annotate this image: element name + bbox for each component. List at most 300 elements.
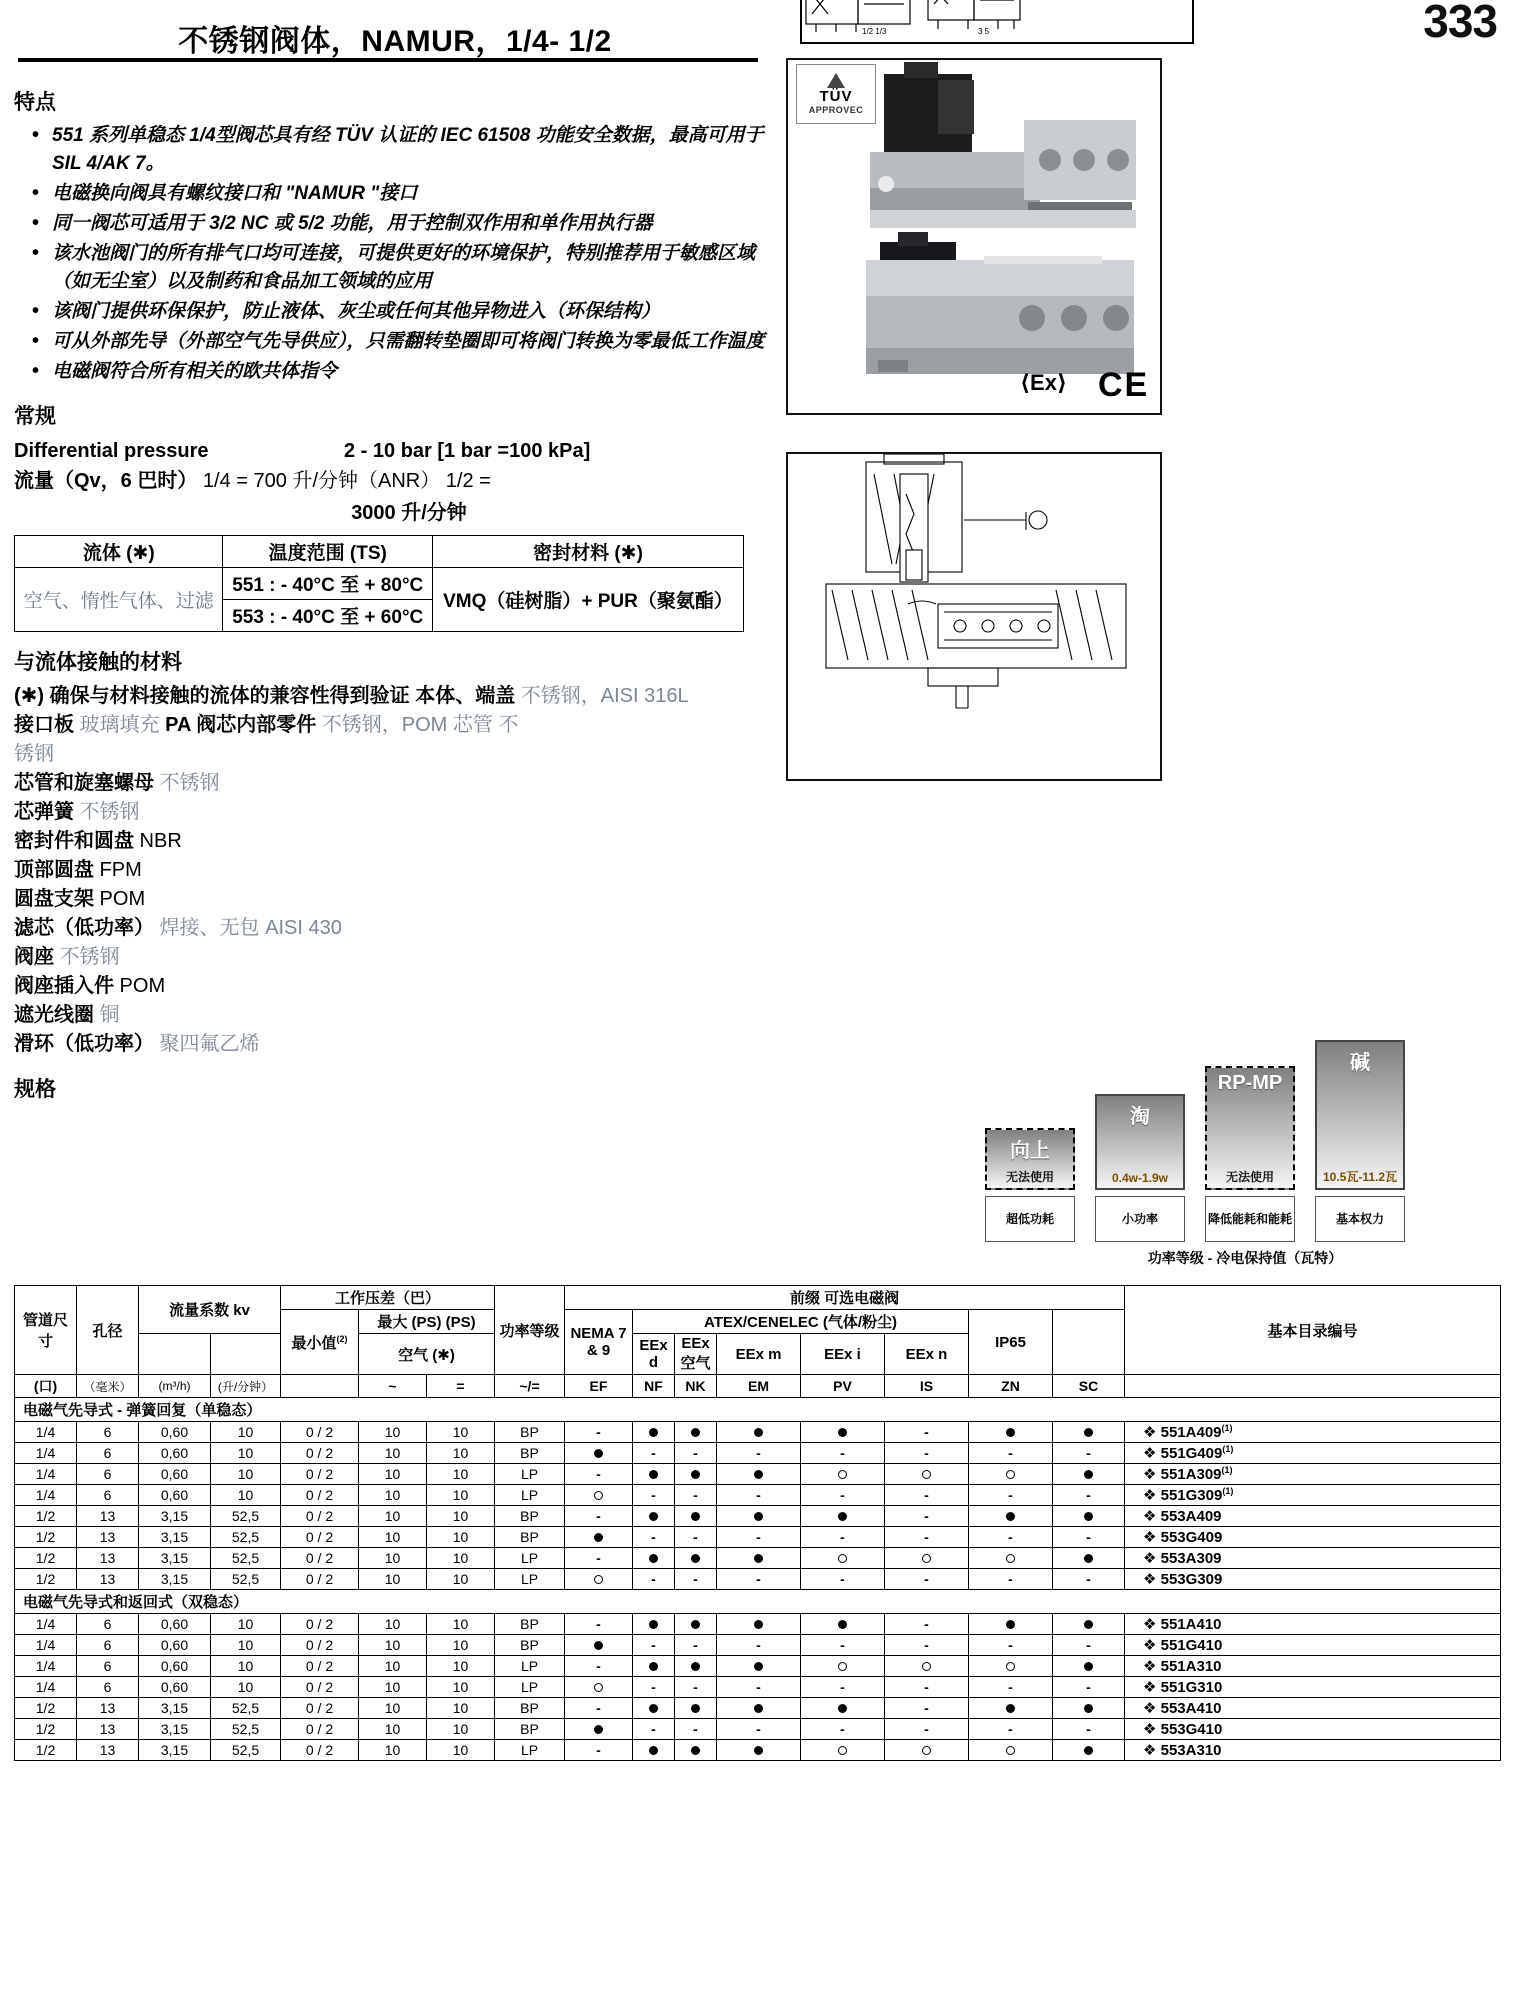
- filled-dot-icon: [754, 1662, 763, 1671]
- dash-mark: -: [693, 1487, 698, 1503]
- feature-item: • 该阀门提供环保保护，防止液体、灰尘或任何其他异物进入（环保结构）: [28, 298, 774, 326]
- dash-mark: -: [924, 1571, 929, 1587]
- unit-is: IS: [885, 1375, 969, 1398]
- material-line: [14, 827, 774, 856]
- filled-dot-icon: [754, 1620, 763, 1629]
- material-line: [14, 914, 774, 943]
- power-class-bar: [1315, 1040, 1405, 1190]
- unit-power-class: ~/=: [495, 1375, 565, 1398]
- cell-zn: [969, 1422, 1053, 1443]
- dash-mark: -: [651, 1445, 656, 1461]
- table-row: [15, 1677, 1501, 1698]
- cell-is: [885, 1635, 969, 1656]
- cell-ef: [565, 1677, 633, 1698]
- material-line: [14, 798, 774, 827]
- open-dot-icon: [922, 1470, 931, 1479]
- col-eex-m: EEx m: [717, 1334, 801, 1375]
- catalog-superscript: (1): [1221, 1423, 1233, 1433]
- open-dot-icon: [1006, 1554, 1015, 1563]
- filled-dot-icon: [1006, 1428, 1015, 1437]
- power-class-caption: 基本权力: [1315, 1196, 1405, 1242]
- col-pipe-size: 管道尺寸: [15, 1286, 77, 1375]
- filled-dot-icon: [754, 1746, 763, 1755]
- filled-dot-icon: [1084, 1554, 1093, 1563]
- dash-mark: -: [651, 1637, 656, 1653]
- cell-max-dc: 10: [427, 1677, 495, 1698]
- cell-kv-lpm: 52,5: [211, 1506, 281, 1527]
- dash-mark: -: [756, 1487, 761, 1503]
- table-units-row: [15, 1375, 1501, 1398]
- material-value: FPM: [94, 859, 142, 881]
- col-seal: 密封材料 (✱): [433, 536, 744, 568]
- cell-nk: [675, 1740, 717, 1761]
- cell-sc: [1053, 1443, 1125, 1464]
- cell-pipe-size: 1/4: [15, 1614, 77, 1635]
- cell-nf: [633, 1656, 675, 1677]
- cell-sc: [1053, 1527, 1125, 1548]
- cell-is: [885, 1527, 969, 1548]
- filled-dot-icon: [649, 1428, 658, 1437]
- dash-mark: -: [1008, 1571, 1013, 1587]
- material-line: [14, 682, 774, 711]
- open-dot-icon: [838, 1746, 847, 1755]
- cell-kv-lpm: 10: [211, 1422, 281, 1443]
- cell-em: [717, 1443, 801, 1464]
- cell-orifice: 13: [77, 1719, 139, 1740]
- filled-dot-icon: [649, 1704, 658, 1713]
- unit-sc: SC: [1053, 1375, 1125, 1398]
- dash-mark: -: [1086, 1529, 1091, 1545]
- cell-min-pressure: 0 / 2: [281, 1548, 359, 1569]
- dash-mark: -: [924, 1616, 929, 1632]
- dash-mark: -: [1008, 1487, 1013, 1503]
- cell-ef: [565, 1527, 633, 1548]
- cell-power-class: BP: [495, 1443, 565, 1464]
- cell-nk: [675, 1422, 717, 1443]
- cell-max-dc: 10: [427, 1698, 495, 1719]
- cell-sc: [1053, 1422, 1125, 1443]
- cell-min-pressure: 0 / 2: [281, 1443, 359, 1464]
- cell-zn: [969, 1485, 1053, 1506]
- cell-catalog-number: ❖ 553A410: [1125, 1698, 1501, 1719]
- cell-pv: [801, 1719, 885, 1740]
- cell-max-dc: 10: [427, 1719, 495, 1740]
- cell-nf: [633, 1719, 675, 1740]
- cell-catalog-number: ❖ 551G410: [1125, 1635, 1501, 1656]
- cell-zn: [969, 1527, 1053, 1548]
- cell-orifice: 6: [77, 1464, 139, 1485]
- filled-dot-icon: [649, 1746, 658, 1755]
- dash-mark: -: [924, 1424, 929, 1440]
- cell-em: [717, 1569, 801, 1590]
- dash-mark: -: [756, 1571, 761, 1587]
- material-line: [14, 769, 774, 798]
- material-label: 阀座插入件: [14, 975, 114, 997]
- col-prefix-group: 前缀 可选电磁阀: [565, 1286, 1125, 1310]
- table-row: [15, 1485, 1501, 1506]
- cell-nf: [633, 1422, 675, 1443]
- cell-is: [885, 1656, 969, 1677]
- table-row: [15, 1443, 1501, 1464]
- cell-pipe-size: 1/4: [15, 1485, 77, 1506]
- cell-sc: [1053, 1614, 1125, 1635]
- cell-is: [885, 1719, 969, 1740]
- cell-min-pressure: 0 / 2: [281, 1677, 359, 1698]
- dash-mark: -: [596, 1466, 601, 1482]
- table-header-row: [15, 536, 744, 568]
- cell-orifice: 6: [77, 1614, 139, 1635]
- cell-pv: [801, 1506, 885, 1527]
- cell-sc: [1053, 1569, 1125, 1590]
- cell-ef: [565, 1656, 633, 1677]
- page-number: 333: [1423, 0, 1497, 47]
- filled-dot-icon: [1084, 1704, 1093, 1713]
- cell-pipe-size: 1/2: [15, 1719, 77, 1740]
- cell-ef: [565, 1506, 633, 1527]
- cell-power-class: LP: [495, 1548, 565, 1569]
- material-value: 铜: [94, 1004, 120, 1026]
- col-eex-air: EEx 空气: [675, 1334, 717, 1375]
- cell-catalog-number: ❖ 553A309: [1125, 1548, 1501, 1569]
- cell-max-dc: 10: [427, 1527, 495, 1548]
- cell-max-ac: 10: [359, 1506, 427, 1527]
- dash-mark: -: [1086, 1445, 1091, 1461]
- table-row: [15, 1740, 1501, 1761]
- cell-max-ac: 10: [359, 1656, 427, 1677]
- cell-orifice: 6: [77, 1443, 139, 1464]
- cell-nk: [675, 1614, 717, 1635]
- cell-nf: [633, 1527, 675, 1548]
- cell-min-pressure: 0 / 2: [281, 1527, 359, 1548]
- cell-sc: [1053, 1698, 1125, 1719]
- cell-is: [885, 1506, 969, 1527]
- cell-em: [717, 1677, 801, 1698]
- cell-min-pressure: 0 / 2: [281, 1569, 359, 1590]
- col-kv: 流量系数 kv: [139, 1286, 281, 1334]
- col-temperature: 温度范围 (TS): [223, 536, 433, 568]
- cell-nf: [633, 1548, 675, 1569]
- min-label: 最小值: [291, 1334, 337, 1352]
- cell-pipe-size: 1/4: [15, 1635, 77, 1656]
- unit-orifice: （毫米）: [77, 1375, 139, 1398]
- cell-power-class: BP: [495, 1422, 565, 1443]
- open-dot-icon: [1006, 1470, 1015, 1479]
- cell-kv-lpm: 10: [211, 1677, 281, 1698]
- table-group-header: [15, 1398, 1501, 1422]
- cell-kv-m3h: 3,15: [139, 1548, 211, 1569]
- cell-pipe-size: 1/2: [15, 1740, 77, 1761]
- power-class-mid-label: 无法使用: [1225, 1170, 1274, 1184]
- dash-mark: -: [924, 1721, 929, 1737]
- dash-mark: -: [840, 1637, 845, 1653]
- cell-max-dc: 10: [427, 1485, 495, 1506]
- power-class-bar: [985, 1128, 1075, 1190]
- dash-mark: -: [1086, 1637, 1091, 1653]
- filled-dot-icon: [649, 1512, 658, 1521]
- dash-mark: -: [756, 1445, 761, 1461]
- cell-pipe-size: 1/4: [15, 1443, 77, 1464]
- cell-kv-m3h: 0,60: [139, 1656, 211, 1677]
- cell-pipe-size: 1/4: [15, 1422, 77, 1443]
- cell-max-dc: 10: [427, 1740, 495, 1761]
- cell-pipe-size: 1/4: [15, 1677, 77, 1698]
- cell-is: [885, 1614, 969, 1635]
- filled-dot-icon: [754, 1512, 763, 1521]
- unit-em: EM: [717, 1375, 801, 1398]
- filled-dot-icon: [1006, 1512, 1015, 1521]
- table-row: [15, 1719, 1501, 1740]
- cell-max-ac: 10: [359, 1422, 427, 1443]
- table-row: [15, 1698, 1501, 1719]
- material-value: POM: [94, 888, 146, 910]
- cell-power-class: LP: [495, 1485, 565, 1506]
- cell-nf: [633, 1506, 675, 1527]
- cell-kv-m3h: 0,60: [139, 1677, 211, 1698]
- cell-kv-lpm: 10: [211, 1614, 281, 1635]
- filled-dot-icon: [691, 1512, 700, 1521]
- cell-catalog-number: ❖ 551A410: [1125, 1614, 1501, 1635]
- material-label: 顶部圆盘: [14, 859, 94, 881]
- power-class-chart-caption: 功率等级 - 冷电保持值（瓦特）: [1147, 1250, 1343, 1266]
- cell-pipe-size: 1/2: [15, 1698, 77, 1719]
- open-dot-icon: [922, 1746, 931, 1755]
- cell-pv: [801, 1422, 885, 1443]
- dash-mark: -: [1086, 1721, 1091, 1737]
- col-orifice: 孔径: [77, 1286, 139, 1375]
- cell-max-ac: 10: [359, 1614, 427, 1635]
- cell-ef: [565, 1635, 633, 1656]
- cell-orifice: 13: [77, 1506, 139, 1527]
- general-heading: 常规: [14, 405, 56, 428]
- table-row: [15, 1656, 1501, 1677]
- power-class-bar: [1095, 1094, 1185, 1190]
- cell-catalog-number: ❖ 553A310: [1125, 1740, 1501, 1761]
- cell-zn: [969, 1506, 1053, 1527]
- material-line: [14, 1030, 774, 1059]
- cell-kv-m3h: 3,15: [139, 1527, 211, 1548]
- cell-catalog-number: ❖ 551A310: [1125, 1656, 1501, 1677]
- feature-item: • 电磁换向阀具有螺纹接口和 "NAMUR "接口: [28, 180, 774, 208]
- differential-pressure-value: 2 - 10 bar [1 bar =100 kPa]: [344, 440, 591, 462]
- material-label-2: PA 阀芯内部零件: [159, 714, 317, 736]
- cell-kv-lpm: 10: [211, 1443, 281, 1464]
- cell-ef: [565, 1464, 633, 1485]
- material-value: POM: [114, 975, 166, 997]
- material-label: 圆盘支架: [14, 888, 94, 910]
- table-row: [15, 1569, 1501, 1590]
- material-value: 锈钢: [14, 743, 54, 765]
- dash-mark: -: [1008, 1637, 1013, 1653]
- material-label: 接口板: [14, 714, 74, 736]
- cell-power-class: BP: [495, 1506, 565, 1527]
- flow-rate-row: [14, 466, 774, 496]
- cell-max-ac: 10: [359, 1569, 427, 1590]
- cell-pipe-size: 1/2: [15, 1548, 77, 1569]
- dash-mark: -: [693, 1679, 698, 1695]
- title-divider: [18, 58, 758, 62]
- cell-em: [717, 1635, 801, 1656]
- unit-pipe: (口): [15, 1375, 77, 1398]
- cell-nk: [675, 1464, 717, 1485]
- cell-catalog-number: ❖ 551A409$^{(1)}$: [1125, 1422, 1501, 1443]
- cell-pv: [801, 1656, 885, 1677]
- filled-dot-icon: [754, 1470, 763, 1479]
- material-line: [14, 885, 774, 914]
- dash-mark: -: [840, 1445, 845, 1461]
- filled-dot-icon: [649, 1620, 658, 1629]
- cell-max-dc: 10: [427, 1464, 495, 1485]
- cell-nk: [675, 1698, 717, 1719]
- cell-nk: [675, 1527, 717, 1548]
- cell-pv: [801, 1443, 885, 1464]
- dash-mark: -: [756, 1679, 761, 1695]
- feature-item: • 551 系列单稳态 1/4型阀芯具有经 TÜV 认证的 IEC 61508 功能安全数据，最高可用于 SIL 4/AK 7。: [28, 122, 774, 178]
- col-min: [281, 1310, 359, 1375]
- table-row: [15, 1527, 1501, 1548]
- dash-mark: -: [693, 1721, 698, 1737]
- cell-kv-lpm: 52,5: [211, 1698, 281, 1719]
- material-line: [14, 1001, 774, 1030]
- table-group-header: [15, 1590, 1501, 1614]
- cell-max-ac: 10: [359, 1443, 427, 1464]
- min-superscript: (2): [336, 1333, 348, 1344]
- dash-mark: -: [924, 1508, 929, 1524]
- cell-kv-m3h: 3,15: [139, 1740, 211, 1761]
- cell-catalog-number: ❖ 551G310: [1125, 1677, 1501, 1698]
- cell-em: [717, 1656, 801, 1677]
- dash-mark: -: [924, 1529, 929, 1545]
- cell-nf: [633, 1698, 675, 1719]
- catalog-superscript: (1): [1222, 1486, 1234, 1496]
- flow-rate-label: 流量（Qv，6 巴时）: [14, 470, 198, 492]
- table-row: [15, 1506, 1501, 1527]
- material-label: 遮光线圈: [14, 1004, 94, 1026]
- dash-mark: -: [756, 1721, 761, 1737]
- col-air: 空气 (✱): [359, 1334, 495, 1375]
- temp-551: 551 : - 40°C 至 + 80°C: [223, 568, 433, 600]
- dash-mark: -: [1008, 1721, 1013, 1737]
- svg-text:1/2 1/3: 1/2 1/3: [862, 27, 887, 36]
- table-row: [15, 1635, 1501, 1656]
- cell-orifice: 13: [77, 1569, 139, 1590]
- power-class-top-label: 向上: [1010, 1140, 1050, 1162]
- filled-dot-icon: [838, 1704, 847, 1713]
- cell-max-ac: 10: [359, 1548, 427, 1569]
- filled-dot-icon: [691, 1554, 700, 1563]
- cell-pv: [801, 1485, 885, 1506]
- cell-ef: [565, 1569, 633, 1590]
- cell-em: [717, 1719, 801, 1740]
- dash-mark: -: [693, 1529, 698, 1545]
- cell-kv-m3h: 0,60: [139, 1635, 211, 1656]
- unit-kv-m3h: (m³/h): [139, 1375, 211, 1398]
- cell-kv-lpm: 52,5: [211, 1740, 281, 1761]
- cell-ef: [565, 1698, 633, 1719]
- unit-min: [281, 1375, 359, 1398]
- cell-min-pressure: 0 / 2: [281, 1656, 359, 1677]
- specification-table: [14, 1285, 1501, 1761]
- materials-heading: 与流体接触的材料: [14, 651, 182, 674]
- dash-mark: -: [840, 1721, 845, 1737]
- col-atex: ATEX/CENELEC (气体/粉尘): [633, 1310, 969, 1334]
- material-label: 滑环（低功率）: [14, 1033, 154, 1055]
- seal-value: VMQ（硅树脂）+ PUR（聚氨酯）: [433, 568, 744, 632]
- cell-max-ac: 10: [359, 1677, 427, 1698]
- material-label: 阀座: [14, 946, 54, 968]
- cell-catalog-number: ❖ 551G309$^{(1)}$: [1125, 1485, 1501, 1506]
- cell-pv: [801, 1677, 885, 1698]
- cell-is: [885, 1569, 969, 1590]
- unit-max-eq: =: [427, 1375, 495, 1398]
- pneumatic-symbol-diagram: [800, 0, 1194, 44]
- cell-nf: [633, 1740, 675, 1761]
- cell-nk: [675, 1569, 717, 1590]
- dash-mark: -: [596, 1700, 601, 1716]
- differential-pressure-label: Differential pressure: [14, 440, 209, 462]
- cell-catalog-number: ❖ 551A309$^{(1)}$: [1125, 1464, 1501, 1485]
- cell-ef: [565, 1443, 633, 1464]
- cell-nk: [675, 1656, 717, 1677]
- cell-nf: [633, 1485, 675, 1506]
- page-title: 不锈钢阀体，NAMUR，1/4- 1/2: [178, 25, 612, 58]
- unit-max-tilde: ~: [359, 1375, 427, 1398]
- cell-kv-lpm: 52,5: [211, 1548, 281, 1569]
- differential-pressure-row: [14, 436, 774, 466]
- unit-nf: NF: [633, 1375, 675, 1398]
- dash-mark: -: [840, 1487, 845, 1503]
- dash-mark: -: [693, 1445, 698, 1461]
- open-dot-icon: [594, 1683, 603, 1692]
- cell-min-pressure: 0 / 2: [281, 1464, 359, 1485]
- cell-kv-lpm: 10: [211, 1464, 281, 1485]
- cell-kv-m3h: 0,60: [139, 1485, 211, 1506]
- material-label: 芯管和旋塞螺母: [14, 772, 154, 794]
- cell-em: [717, 1740, 801, 1761]
- cell-pv: [801, 1614, 885, 1635]
- dash-mark: -: [840, 1529, 845, 1545]
- tuv-label: TÜV: [819, 88, 853, 105]
- unit-nk: NK: [675, 1375, 717, 1398]
- cell-power-class: BP: [495, 1719, 565, 1740]
- cell-kv-lpm: 52,5: [211, 1569, 281, 1590]
- svg-text:3 5: 3 5: [978, 27, 990, 36]
- cell-zn: [969, 1569, 1053, 1590]
- dash-mark: -: [1008, 1445, 1013, 1461]
- atex-ex-icon: ⟨Ex⟩: [1020, 370, 1068, 395]
- cell-pipe-size: 1/2: [15, 1569, 77, 1590]
- cell-ef: [565, 1485, 633, 1506]
- dash-mark: -: [651, 1487, 656, 1503]
- cell-em: [717, 1548, 801, 1569]
- filled-dot-icon: [1006, 1620, 1015, 1629]
- feature-item: • 电磁阀符合所有相关的欧共体指令: [28, 358, 774, 386]
- dash-mark: -: [1086, 1487, 1091, 1503]
- col-max: 最大 (PS) (PS): [359, 1310, 495, 1334]
- open-dot-icon: [922, 1554, 931, 1563]
- material-value-2: 不锈钢，POM 芯管 不: [316, 714, 519, 736]
- group-label: 电磁气先导式 - 弹簧回复（单稳态）: [15, 1398, 1501, 1422]
- cell-kv-lpm: 10: [211, 1485, 281, 1506]
- cell-sc: [1053, 1740, 1125, 1761]
- filled-dot-icon: [594, 1641, 603, 1650]
- table-row: [15, 1464, 1501, 1485]
- cell-nk: [675, 1506, 717, 1527]
- cell-catalog-number: ❖ 553A409: [1125, 1506, 1501, 1527]
- open-dot-icon: [594, 1491, 603, 1500]
- group-label: 电磁气先导式和返回式（双稳态）: [15, 1590, 1501, 1614]
- open-dot-icon: [922, 1662, 931, 1671]
- open-dot-icon: [838, 1554, 847, 1563]
